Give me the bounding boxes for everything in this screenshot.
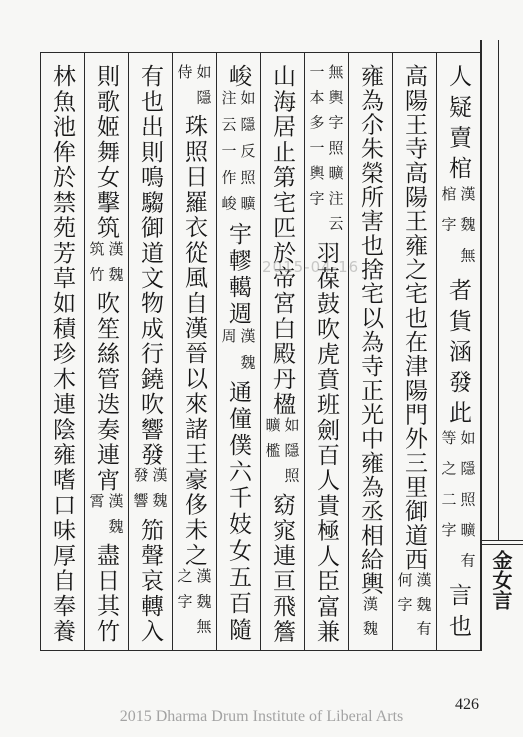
- note-line-right: 如隱: [194, 64, 213, 115]
- text-column-6: [216, 64, 260, 644]
- note-line-left: 霄: [87, 492, 106, 518]
- side-tab: 金女言: [489, 550, 513, 610]
- text-segment: 盡日其竹: [93, 543, 119, 645]
- note-line-right: 如隱照曠有: [458, 430, 477, 583]
- note-line-right: 如隱反照曠: [238, 90, 257, 223]
- annotation-note: [89, 493, 124, 543]
- text-segment: 笳聲哀轉入: [137, 517, 163, 645]
- page-number: 426: [455, 696, 479, 713]
- note-line-left: 曠檻: [263, 417, 282, 468]
- text-column-7: [172, 64, 216, 644]
- note-line-left: 之字: [175, 568, 194, 619]
- note-line-right: 漢魏有: [414, 571, 433, 644]
- note-line-left: 等之二字: [439, 430, 458, 553]
- annotation-note: [221, 90, 256, 222]
- text-segment: 窈窕連亘飛簷: [269, 492, 295, 645]
- annotation-note: [441, 430, 476, 583]
- annotation-note: [177, 568, 212, 644]
- text-segment: 林魚池侔於禁苑芳草如積珍木連陰雍嗜口味厚自奉養: [49, 64, 75, 644]
- note-line-right: 漢魏: [361, 595, 379, 645]
- note-line-right: 漢魏: [150, 467, 169, 518]
- annotation-note: [177, 64, 212, 114]
- text-column-8: [128, 64, 172, 644]
- text-segment: 珠照日羅衣從風自漢晉以來諸王豪侈未之: [181, 114, 207, 569]
- note-line-left: 注云一作峻: [219, 90, 238, 223]
- annotation-note: [265, 417, 300, 493]
- text-column-4: [304, 64, 348, 644]
- text-segment: 宇轇轕週: [225, 222, 251, 328]
- text-segment: 則歌姬舞女擊筑: [93, 64, 119, 241]
- text-segment: 高陽王寺高陽王雍之宅也在津陽門外三里御道西: [401, 64, 427, 572]
- annotation-note: [309, 64, 344, 241]
- note-line-left: 何字: [395, 571, 414, 620]
- note-line-left: 周: [219, 327, 238, 355]
- note-line-right: 漢魏: [106, 240, 125, 291]
- text-column-5: [260, 64, 304, 644]
- note-line-right: 漢魏無: [194, 568, 213, 645]
- note-line-left: 侍: [175, 64, 194, 90]
- annotation-note: [133, 467, 168, 517]
- tab-rule: [482, 540, 523, 541]
- text-segment: 羽葆鼓吹虎賁班劍百人貴極人臣富兼: [313, 240, 339, 645]
- note-line-left: 發響: [131, 467, 150, 518]
- right-border: [480, 40, 482, 651]
- annotation-note: [89, 241, 124, 291]
- note-line-right: 漢魏: [238, 327, 257, 381]
- text-segment: 峻: [225, 64, 251, 91]
- text-column-10: [40, 64, 84, 644]
- text-segment: 人疑賣棺: [445, 64, 471, 187]
- note-line-right: 漢魏: [106, 492, 125, 544]
- note-line-right: 如隱照: [282, 417, 301, 493]
- text-segment: 山海居止第宅匹於帝宮白殿丹楹: [269, 64, 295, 418]
- tab-rule: [482, 544, 523, 545]
- annotation-note: [221, 328, 256, 381]
- text-segment: 雍為尒朱榮所害也捨宅以為寺正光中雍為丞相給輿: [357, 64, 383, 596]
- annotation-note: [441, 186, 476, 278]
- text-column-9: [84, 64, 128, 644]
- text-segment: 吹笙絲管迭奏連宵: [93, 290, 119, 493]
- text-column-1: [436, 64, 480, 644]
- text-segment: 通僮僕六千妓女五百隨: [225, 380, 251, 645]
- text-column-2: [392, 64, 436, 644]
- annotation-note: [362, 596, 378, 644]
- note-line-left: 棺字: [439, 186, 458, 248]
- date-watermark: 2015-04-16: [262, 258, 360, 276]
- note-line-left: 筑竹: [87, 240, 106, 291]
- text-segment: 有也出則鳴騶御道文物成行鐃吹響發: [137, 64, 163, 468]
- margin-rule: [498, 40, 499, 540]
- note-line-left: 一本多一輿字: [307, 64, 326, 216]
- note-line-right: 無輿字照曠注云: [326, 64, 345, 241]
- note-line-right: 漢魏無: [458, 186, 477, 278]
- annotation-note: [397, 572, 432, 645]
- text-segment: 者貨涵發此: [445, 277, 471, 431]
- text-column-3: [348, 64, 392, 644]
- text-segment: 言也: [445, 582, 471, 645]
- footer-credit: 2015 Dharma Drum Institute of Liberal Arts: [119, 708, 404, 725]
